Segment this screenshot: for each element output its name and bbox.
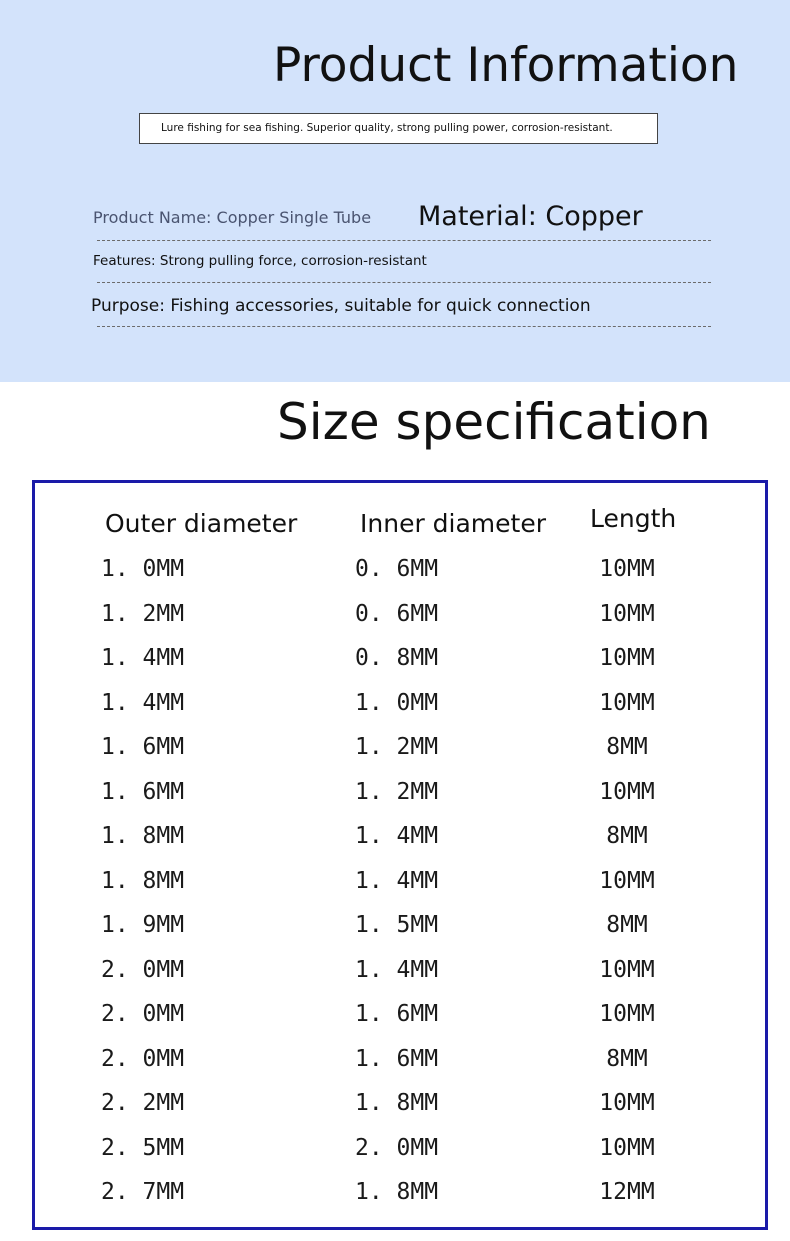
cell-length: 10MM <box>599 689 655 716</box>
tagline-box <box>139 113 658 144</box>
cell-inner-diameter: 1. 6MM <box>355 1001 439 1027</box>
cell-outer-diameter: 1. 2MM <box>101 600 185 627</box>
cell-length: 10MM <box>599 1134 655 1161</box>
cell-outer-diameter: 1. 4MM <box>101 645 185 671</box>
cell-outer-diameter: 1. 4MM <box>101 689 185 716</box>
cell-length: 10MM <box>599 778 655 805</box>
cell-length: 10MM <box>599 1090 655 1116</box>
size-spec-table <box>32 480 768 1230</box>
cell-outer-diameter: 1. 8MM <box>101 823 185 849</box>
cell-outer-diameter: 2. 0MM <box>101 1045 185 1072</box>
cell-length: 8MM <box>606 734 648 760</box>
cell-inner-diameter: 1. 0MM <box>355 689 439 716</box>
cell-inner-diameter: 1. 4MM <box>355 867 439 894</box>
header-inner-diameter: Inner diameter <box>360 509 546 538</box>
product-info-title: Product Information <box>273 38 739 93</box>
cell-inner-diameter: 1. 8MM <box>355 1090 439 1116</box>
cell-inner-diameter: 1. 2MM <box>355 778 439 805</box>
cell-inner-diameter: 0. 8MM <box>355 645 439 671</box>
cell-outer-diameter: 2. 2MM <box>101 1090 185 1116</box>
product-name: Product Name: Copper Single Tube <box>93 208 372 227</box>
divider-line <box>97 326 711 327</box>
cell-inner-diameter: 1. 8MM <box>355 1179 439 1205</box>
cell-inner-diameter: 1. 4MM <box>355 823 439 849</box>
cell-inner-diameter: 1. 4MM <box>355 956 439 983</box>
cell-outer-diameter: 2. 0MM <box>101 956 185 983</box>
cell-inner-diameter: 0. 6MM <box>355 600 439 627</box>
divider-line <box>97 240 711 241</box>
cell-outer-diameter: 1. 8MM <box>101 867 185 894</box>
cell-inner-diameter: 1. 6MM <box>355 1045 439 1072</box>
cell-length: 10MM <box>599 867 655 894</box>
cell-length: 10MM <box>599 556 655 582</box>
cell-outer-diameter: 1. 6MM <box>101 778 185 805</box>
cell-outer-diameter: 2. 0MM <box>101 1001 185 1027</box>
purpose: Purpose: Fishing accessories, suitable for quick connection <box>91 296 591 316</box>
cell-length: 10MM <box>599 645 655 671</box>
cell-outer-diameter: 2. 7MM <box>101 1179 185 1205</box>
header-length: Length <box>590 504 677 533</box>
cell-outer-diameter: 1. 0MM <box>101 556 185 582</box>
cell-outer-diameter: 1. 6MM <box>101 734 185 760</box>
cell-length: 12MM <box>599 1179 655 1205</box>
cell-length: 8MM <box>606 912 648 938</box>
product-info-section <box>0 0 790 382</box>
cell-inner-diameter: 1. 2MM <box>355 734 439 760</box>
cell-inner-diameter: 2. 0MM <box>355 1134 439 1161</box>
cell-length: 8MM <box>606 1045 648 1072</box>
cell-length: 10MM <box>599 956 655 983</box>
divider-line <box>97 282 711 283</box>
cell-inner-diameter: 0. 6MM <box>355 556 439 582</box>
features: Features: Strong pulling force, corrosion-resistant <box>93 253 427 269</box>
tagline-text: Lure fishing for sea fishing. Superior quality, strong pulling power, corrosion-resistant. <box>161 122 613 134</box>
cell-outer-diameter: 2. 5MM <box>101 1134 185 1161</box>
material: Material: Copper <box>418 201 643 232</box>
cell-outer-diameter: 1. 9MM <box>101 912 185 938</box>
cell-length: 10MM <box>599 600 655 627</box>
size-spec-title: Size specification <box>277 393 711 451</box>
cell-length: 10MM <box>599 1001 655 1027</box>
cell-inner-diameter: 1. 5MM <box>355 912 439 938</box>
cell-length: 8MM <box>606 823 648 849</box>
header-outer-diameter: Outer diameter <box>105 509 298 538</box>
